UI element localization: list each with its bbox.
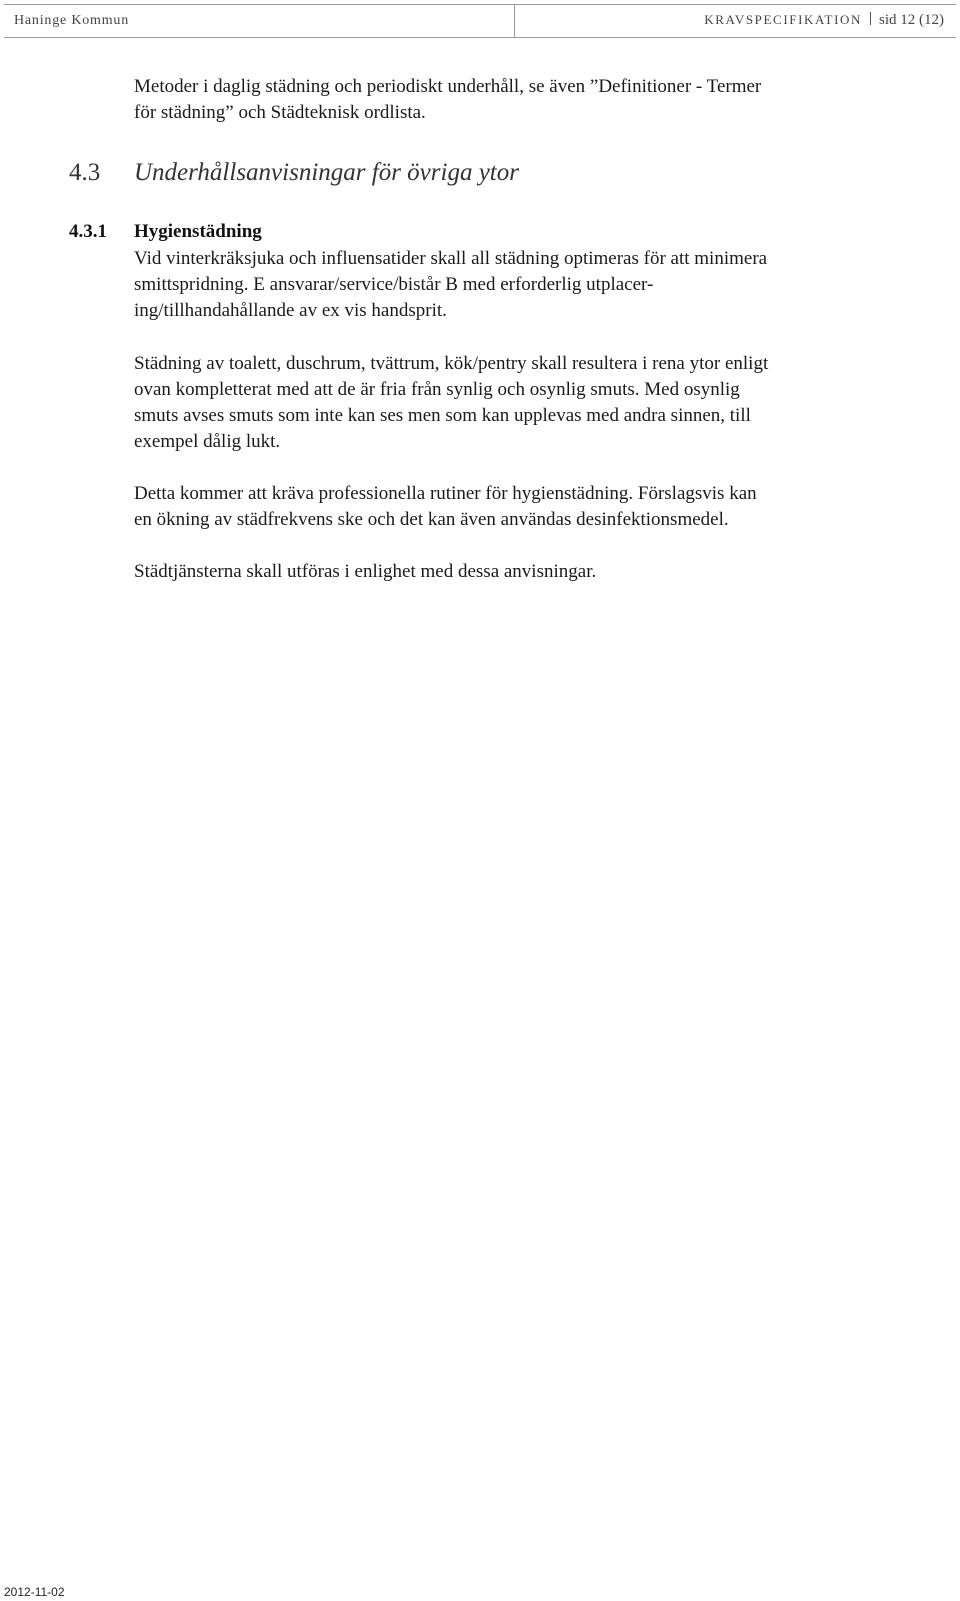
footer-date: 2012-11-02 [4,1585,65,1599]
subsection-number: 4.3.1 [69,221,107,242]
intro-line: Metoder i daglig städning och periodiskt underhåll, se även ”Definitioner - Termer [134,76,762,97]
paragraph-line: Vid vinterkräksjuka och influensatider skall all städning optimeras för att minimera [134,248,768,269]
header-divider [514,5,515,38]
page-number: sid 12 (12) [879,12,944,28]
header-separator [870,12,871,25]
intro-paragraph [134,74,904,126]
page-header [4,4,956,38]
section-title: Underhållsanvisningar för övriga ytor [134,159,519,186]
document-type: KRAVSPECIFIKATION [704,12,862,27]
header-right [704,12,944,29]
paragraph-line: smuts avses smuts som inte kan ses men som kan upplevas med andra sinnen, till [134,405,751,426]
paragraph-line: Städning av toalett, duschrum, tvättrum, kök/pentry skall resultera i rena ytor enligt [134,353,769,374]
paragraph-line: smittspridning. E ansvarar/service/bistår B med erforderlig utplacer- [134,274,654,295]
paragraph [134,559,904,585]
paragraph-line: en ökning av städfrekvens ske och det kan även användas desinfektionsmedel. [134,509,729,530]
paragraph-line: ovan kompletterat med att de är fria från synlig och osynlig smuts. Med osynlig [134,379,740,400]
paragraph [134,246,904,324]
section-number: 4.3 [69,159,101,186]
intro-line: för städning” och Städteknisk ordlista. [134,102,426,123]
organization-name: Haninge Kommun [14,13,130,28]
subsection-title: Hygienstädning [134,221,262,242]
paragraph-line: Detta kommer att kräva professionella rutiner för hygienstädning. Förslagsvis kan [134,483,757,504]
paragraph [134,351,904,455]
paragraph-line: ing/tillhandahållande av ex vis handsprit. [134,300,447,321]
paragraph-line: exempel dålig lukt. [134,431,281,452]
paragraph [134,481,904,533]
paragraph-line: Städtjänsterna skall utföras i enlighet med dessa anvisningar. [134,561,597,582]
